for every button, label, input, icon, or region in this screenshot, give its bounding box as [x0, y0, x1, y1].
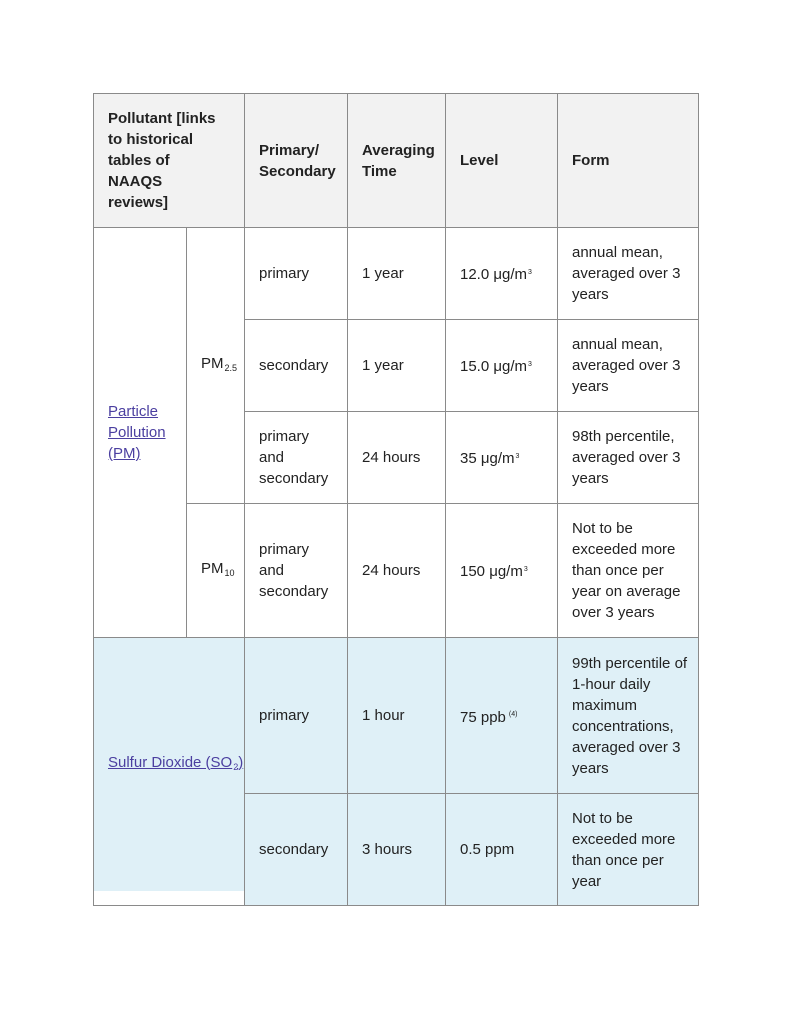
particle-pollution-link[interactable]: Particle Pollution (PM)	[108, 403, 166, 462]
form-cell: annual mean, averaged over 3 years	[558, 320, 699, 412]
pm10-cell	[187, 504, 245, 638]
time-cell: 24 hours	[348, 504, 446, 638]
header-pollutant: Pollutant [links to historical tables of NAAQS reviews]	[94, 94, 245, 228]
type-cell: primary	[245, 638, 348, 794]
time-cell: 3 hours	[348, 794, 446, 906]
pm25-label: PM	[201, 354, 224, 372]
level-value: 15.0 μg/m	[460, 358, 528, 375]
pm25-cell	[187, 228, 245, 504]
form-cell: 99th percentile of 1-hour daily maximum concentrations, averaged over 3 years	[558, 638, 699, 794]
level-value: 75 ppb	[460, 708, 506, 726]
header-primary-secondary: Primary/ Secondary	[245, 94, 348, 228]
pm25-subscript: 2.5	[224, 362, 238, 373]
level-value: 12.0 μg/m	[460, 266, 528, 283]
level-value: 35 μg/m	[460, 450, 515, 467]
type-cell: secondary	[245, 794, 348, 906]
form-cell: 98th percentile, averaged over 3 years	[558, 412, 699, 504]
form-cell: Not to be exceeded more than once per year on average over 3 years	[558, 504, 699, 638]
sulfur-dioxide-link[interactable]	[108, 752, 243, 778]
level-cell: 0.5 ppm	[446, 794, 558, 906]
footnote-link[interactable]: (4)	[508, 710, 518, 718]
form-cell: annual mean, averaged over 3 years	[558, 228, 699, 320]
time-cell: 1 hour	[348, 638, 446, 794]
level-cell	[446, 412, 558, 504]
type-cell: secondary	[245, 320, 348, 412]
naaqs-table	[93, 93, 699, 906]
level-cell	[446, 320, 558, 412]
sulfur-dioxide-label-end: )	[238, 753, 244, 771]
header-averaging-time: Averaging Time	[348, 94, 446, 228]
level-cell	[446, 638, 558, 794]
level-superscript: 3	[528, 361, 532, 368]
time-cell: 24 hours	[348, 412, 446, 504]
sulfur-dioxide-label-box	[94, 638, 244, 891]
type-cell: primary and secondary	[245, 412, 348, 504]
pm10-subscript: 10	[224, 567, 235, 578]
level-cell	[446, 504, 558, 638]
time-cell: 1 year	[348, 320, 446, 412]
level-cell	[446, 228, 558, 320]
table-row	[94, 228, 699, 320]
level-value: 150 μg/m	[460, 563, 523, 580]
level-superscript: 3	[528, 269, 532, 276]
type-cell: primary and secondary	[245, 504, 348, 638]
type-cell: primary	[245, 228, 348, 320]
header-form: Form	[558, 94, 699, 228]
sulfur-dioxide-label: Sulfur Dioxide (SO	[108, 753, 233, 771]
pm10-label: PM	[201, 559, 224, 577]
sulfur-dioxide-cell	[94, 638, 245, 906]
header-row	[94, 94, 699, 228]
level-superscript: 3	[515, 453, 520, 460]
time-cell: 1 year	[348, 228, 446, 320]
header-level: Level	[446, 94, 558, 228]
level-superscript: 3	[523, 566, 528, 573]
particle-pollution-cell	[94, 228, 187, 638]
form-cell: Not to be exceeded more than once per year	[558, 794, 699, 906]
so2-subscript: 2	[233, 761, 239, 772]
table-row	[94, 638, 699, 794]
